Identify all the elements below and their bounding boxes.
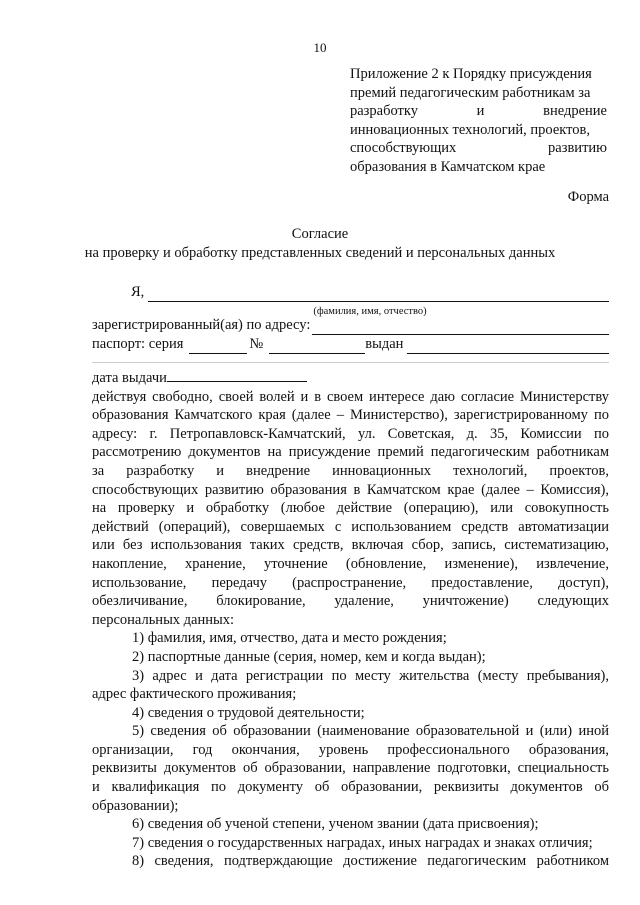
page-number: 10 bbox=[313, 40, 327, 55]
passport-label: паспорт: серия bbox=[92, 336, 184, 352]
annex-line bbox=[350, 139, 607, 158]
body-line: рассмотрению документов на присуждение премий педагогическим работникам bbox=[92, 444, 609, 461]
address-field[interactable] bbox=[312, 320, 609, 335]
issued-by-field[interactable] bbox=[407, 339, 609, 354]
annex-line: образования в Камчатском крае bbox=[350, 158, 546, 175]
body-line: образования Камчатского края (далее – Министерство), зарегистрированному по bbox=[92, 407, 609, 424]
annex-line: инновационных технологий, проектов, bbox=[350, 121, 590, 138]
address-label: зарегистрированный(ая) по адресу: bbox=[92, 317, 311, 333]
body-line: способствующих развитию образования в Камчатском крае (далее – Комиссия), bbox=[92, 481, 609, 498]
annex-line: премий педагогическим работникам за bbox=[350, 84, 591, 101]
fullname-row bbox=[131, 283, 609, 302]
issue-date-field[interactable] bbox=[167, 368, 307, 382]
list-item: 6) сведения об ученой степени, ученом звании (дата присвоения); bbox=[132, 816, 539, 833]
annex-word: разработку bbox=[350, 103, 418, 119]
consent-body bbox=[92, 368, 609, 871]
passport-number-sign: № bbox=[249, 336, 264, 352]
body-line: использование, передачу (распространение, предоставление, доступ), bbox=[92, 574, 609, 591]
fullname-hint: (фамилия, имя, отчество) bbox=[313, 306, 427, 317]
body-line: за разработку и внедрение инновационных технологий, проектов, bbox=[92, 462, 609, 479]
body-line: на проверку и обработку (любое действие (операцию), или совокупность bbox=[92, 500, 609, 517]
list-item-cont: реквизиты документов об образовании, направление подготовки, специальность bbox=[92, 760, 609, 777]
annex-header bbox=[350, 65, 607, 176]
issued-label: выдан bbox=[365, 336, 404, 352]
issue-date-row bbox=[92, 368, 609, 388]
list-item-cont: адрес фактического проживания; bbox=[92, 686, 297, 703]
list-item: 8) сведения, подтверждающие достижение педагогическим работником bbox=[132, 853, 609, 870]
annex-word: способствующих bbox=[350, 140, 457, 156]
body-line: обезличивание, блокирование, удаление, уничтожение) следующих bbox=[92, 593, 609, 610]
body-line: действуя свободно, своей волей и в своем интересе даю согласие Министерству bbox=[92, 388, 609, 405]
list-item: 2) паспортные данные (серия, номер, кем и когда выдан); bbox=[132, 648, 486, 665]
annex-line bbox=[350, 102, 607, 121]
document-title bbox=[0, 225, 640, 263]
body-line: действий (операций), совершаемых с использованием средств автоматизации bbox=[92, 518, 609, 535]
title-line: Согласие bbox=[291, 226, 349, 242]
title-line: на проверку и обработку представленных сведений и персональных данных bbox=[84, 245, 556, 261]
list-item-cont: и квалификация по документу об образовании, реквизиты документов об bbox=[92, 779, 609, 796]
list-item-cont: организации, год окончания, уровень профессионального образования, bbox=[92, 741, 609, 758]
passport-row bbox=[92, 335, 609, 354]
body-line: адресу: г. Петропавловск-Камчатский, ул. Советская, д. 35, Комиссии по bbox=[92, 425, 609, 442]
issue-date-label: дата выдачи bbox=[92, 370, 167, 386]
list-item-cont: образовании); bbox=[92, 797, 179, 814]
passport-series-field[interactable] bbox=[189, 339, 247, 354]
annex-word: развитию bbox=[548, 140, 607, 156]
form-label: Форма bbox=[567, 189, 609, 205]
annex-word: и bbox=[476, 103, 485, 119]
list-item: 5) сведения об образовании (наименование образовательной и (или) иной bbox=[132, 723, 609, 740]
i-label: Я, bbox=[131, 284, 145, 300]
body-line: накопление, хранение, уточнение (обновление, изменение), извлечение, bbox=[92, 555, 609, 572]
body-line: персональных данных: bbox=[92, 611, 235, 628]
list-item: 1) фамилия, имя, отчество, дата и место рождения; bbox=[132, 630, 447, 647]
list-item: 7) сведения о государственных наградах, иных наградах и знаках отличия; bbox=[132, 834, 593, 851]
fullname-field[interactable] bbox=[148, 287, 609, 302]
annex-line: Приложение 2 к Порядку присуждения bbox=[350, 66, 592, 82]
passport-number-field[interactable] bbox=[269, 339, 365, 354]
body-line: или без использования таких средств, включая сбор, запись, систематизацию, bbox=[92, 537, 609, 554]
list-item: 4) сведения о трудовой деятельности; bbox=[132, 704, 365, 721]
annex-word: внедрение bbox=[543, 103, 607, 119]
separator-line bbox=[92, 362, 609, 363]
list-item: 3) адрес и дата регистрации по месту жительства (месту пребывания), bbox=[132, 667, 609, 684]
address-row bbox=[92, 316, 609, 335]
